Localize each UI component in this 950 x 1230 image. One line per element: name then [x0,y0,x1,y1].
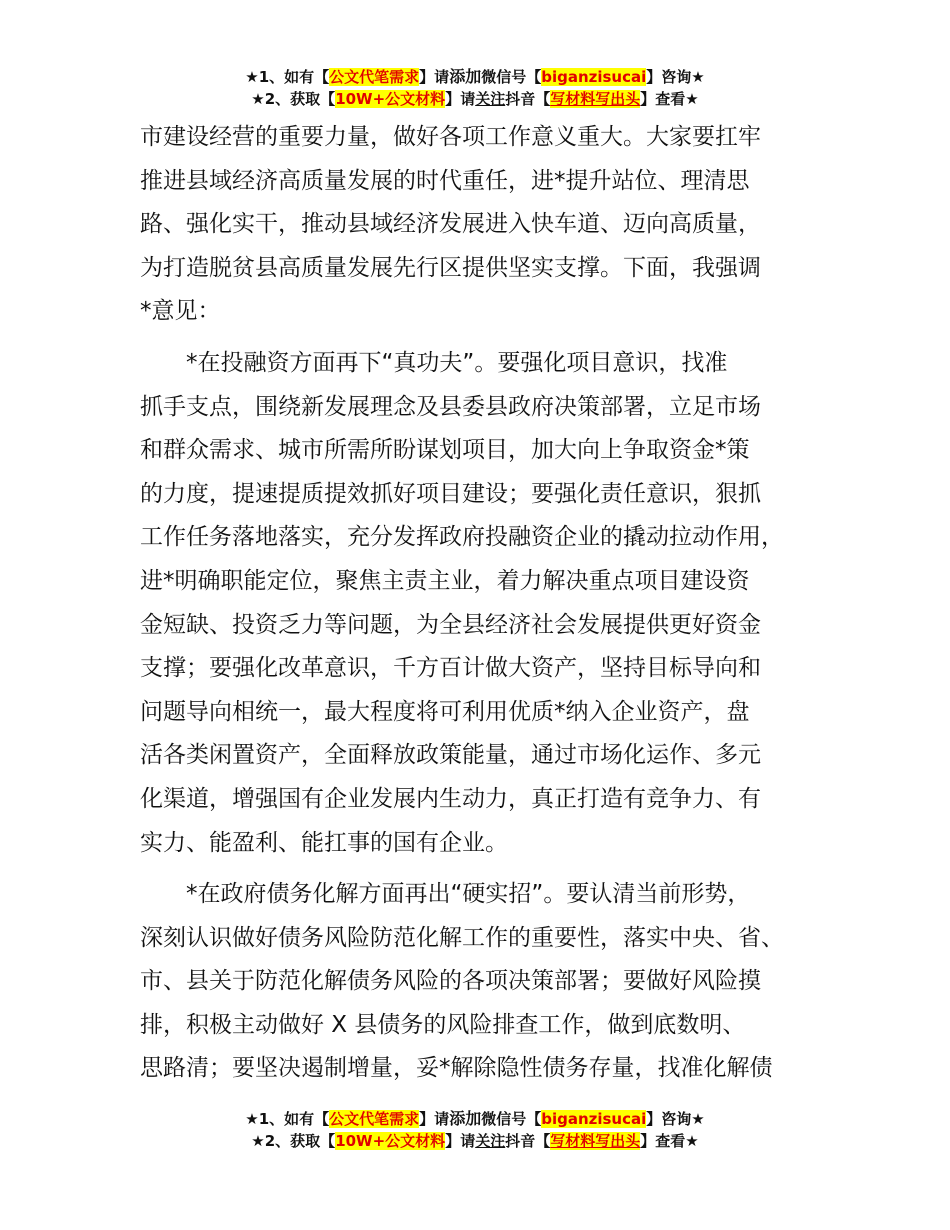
text-line: 活各类闲置资产，全面释放政策能量，通过市场化运作、多元 [140,742,761,769]
banner-line-2 [0,1130,950,1152]
banner-line-2 [0,88,950,110]
text-line: 进*明确职能定位，聚焦主责主业，着力解决重点项目建设资 [140,567,750,594]
banner-line-1 [0,66,950,88]
text-line: *在投融资方面再下“真功夫”。要强化项目意识，找准 [186,349,728,376]
banner-text: 】请 [445,90,476,108]
banner-text: 添加 [449,67,482,86]
text-line: 和群众需求、城市所需所盼谋划项目，加大向上争取资金*策 [140,437,750,464]
paragraph-1 [140,116,840,334]
banner-text: 】查看★ [640,90,699,108]
text-line: 金短缺、投资乏力等问题，为全县经济社会发展提供更好资金 [140,611,761,638]
banner-text: 】查看★ [640,1132,699,1150]
text-line: 市建设经营的重要力量，做好各项工作意义重大。大家要扛牢 [140,124,761,150]
text-line: 抓手支点，围绕新发展理念及县委县政府决策部署，立足市场 [140,393,761,420]
text-line: 实力、能盈利、能扛事的国有企业。 [140,829,508,856]
text-line: 为打造脱贫县高质量发展先行区提供坚实支撑。下面，我强调 [140,254,761,281]
banner-text: 添加 [449,1109,482,1128]
highlight-text: 10W+公文材料 [335,90,446,108]
banner-text: ★1、如有【 [245,1110,330,1128]
header-banner [0,66,950,110]
highlight-text: 公文代笔需求 [329,68,420,86]
text-line: 的力度，提速提质提效抓好项目建设；要强化责任意识，狠抓 [140,480,761,507]
text-line: 思路清；要坚决遏制增量，妥*解除隐性债务存量，找准化解债 [140,1055,773,1082]
banner-text-underlined: 关注 [475,1132,506,1150]
banner-text: ★2、获取【 [251,1132,336,1150]
footer-banner [0,1108,950,1152]
banner-text: ★1、如有【 [245,68,330,86]
paragraph-3 [140,873,840,1091]
banner-text: 】请 [419,68,450,86]
banner-text: 】咨询★ [646,68,705,86]
douyin-id-highlight: 写材料写出头 [550,1132,641,1150]
banner-text: 微信号【 [481,1110,542,1128]
banner-text: 】请 [445,1132,476,1150]
text-line: 推进县域经济高质量发展的时代重任，进*提升站位、理清思 [140,167,750,194]
douyin-id-highlight: 写材料写出头 [550,90,641,108]
text-line: 排，积极主动做好 X 县债务的风险排查工作，做到底数明、 [140,1011,746,1038]
wechat-id-highlight: biganzisucai [541,1110,647,1128]
banner-text: 】咨询★ [646,1110,705,1128]
highlight-text: 公文代笔需求 [329,1110,420,1128]
text-line: 工作任务落地落实，充分发挥政府投融资企业的撬动拉动作用， [140,524,784,551]
wechat-id-highlight: biganzisucai [541,68,647,86]
banner-text: ★2、获取【 [251,90,336,108]
banner-text: 】请 [419,1110,450,1128]
text-line: 路、强化实干，推动县域经济发展进入快车道、迈向高质量， [140,211,761,238]
text-line: 化渠道，增强国有企业发展内生动力，真正打造有竞争力、有 [140,785,761,812]
banner-text-underlined: 关注 [475,90,506,108]
highlight-text: 10W+公文材料 [335,1132,446,1150]
text-line: *在政府债务化解方面再出“硬实招”。要认清当前形势， [186,881,751,908]
banner-text: 抖音【 [505,1132,551,1150]
document-body [140,116,840,1091]
text-line: *意见： [140,298,221,325]
paragraph-2 [140,342,840,865]
banner-text: 抖音【 [505,90,551,108]
banner-line-1 [0,1108,950,1130]
text-line: 支撑；要强化改革意识，千方百计做大资产，坚持目标导向和 [140,655,761,682]
text-line: 市、县关于防范化解债务风险的各项决策部署；要做好风险摸 [140,968,761,995]
text-line: 问题导向相统一，最大程度将可利用优质*纳入企业资产，盘 [140,698,750,725]
text-line: 深刻认识做好债务风险防范化解工作的重要性，落实中央、省、 [140,924,784,951]
banner-text: 微信号【 [481,68,542,86]
